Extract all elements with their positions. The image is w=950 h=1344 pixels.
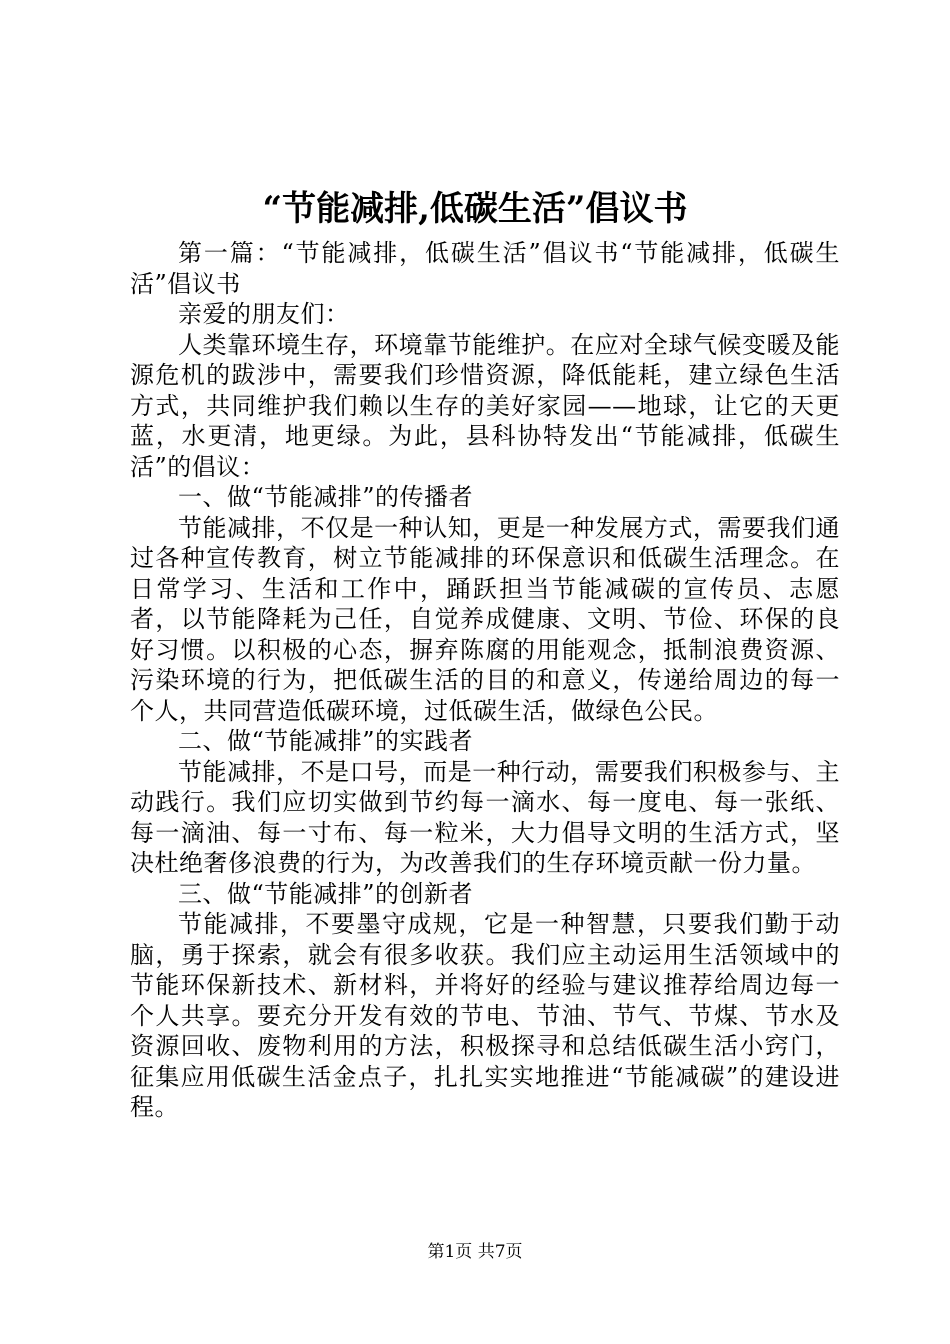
section-heading-3: 三、做“节能减排”的创新者 [178,879,474,908]
paragraph-salutation: 亲爱的朋友们： [178,300,350,328]
document-title: “节能减排,低碳生活”倡议书 [262,189,688,229]
paragraph-preface: 人类靠环境生存，环境靠节能维护。在应对全球气候变暖及能源危机的跋涉中，需要我们珍惜资源，降低能耗，建立绿色生活方式，共同维护我们赖以生存的美好家园——地球，让它的天更蓝，水更清，地更绿。为此，县科协特发出“节能减排，低碳生活”的倡议： [130,330,840,481]
section-heading-2: 二、做“节能减排”的实践者 [178,727,474,755]
section-heading-1: 一、做“节能减排”的传播者 [178,483,474,511]
document-body [130,238,840,1123]
paragraph-intro: 第一篇：“节能减排，低碳生活”倡议书“节能减排，低碳生活”倡议书 [130,239,840,298]
paragraph-section-1: 节能减排，不仅是一种认知，更是一种发展方式，需要我们通过各种宣传教育，树立节能减排的环保意识和低碳生活理念。在日常学习、生活和工作中，踊跃担当节能减碳的宣传员、志愿者，以节能降耗为己任，自觉养成健康、文明、节俭、环保的良好习惯。以积极的心态，摒弃陈腐的用能观念，抵制浪费资源、污染环境的行为，把低碳生活的目的和意义，传递给周边的每一个人，共同营造低碳环境，过低碳生活，做绿色公民。 [130,513,840,725]
paragraph-section-3: 节能减排，不要墨守成规，它是一种智慧，只要我们勤于动脑，勇于探索，就会有很多收获。我们应主动运用生活领域中的节能环保新技术、新材料，并将好的经验与建议推荐给周边每一个人共享。要充分开发有效的节电、节油、节气、节煤、节水及资源回收、废物利用的方法，积极探寻和总结低碳生活小窍门，征集应用低碳生活金点子，扎扎实实地推进“节能减碳”的建设进程。 [130,910,840,1121]
paragraph-section-2: 节能减排，不是口号，而是一种行动，需要我们积极参与、主动践行。我们应切实做到节约每一滴水、每一度电、每一张纸、每一滴油、每一寸布、每一粒米，大力倡导文明的生活方式，坚决杜绝奢侈浪费的行为，为改善我们的生存环境贡献一份力量。 [130,757,840,877]
page-number-footer: 第1页 共7页 [427,1242,523,1262]
